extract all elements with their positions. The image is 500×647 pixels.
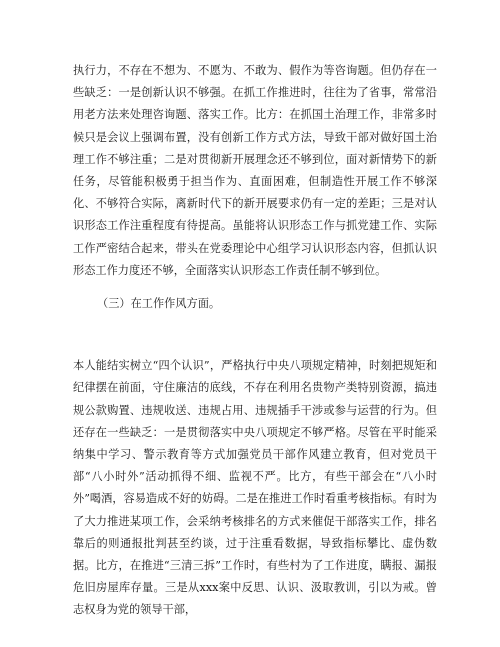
body-paragraph-2: 本人能结实树立“四个认识”，严格执行中央八项规定精神，时刻把规矩和纪律摆在前面，守住廉洁的底线，不存在利用名贵物产类特别资源，搞违规公款购置、违规收送、违规占用、违规插手干涉或参与运营的行为。但还存在一些缺乏：一是贯彻落实中央八项规定不够严格。尽管在平时能采纳集中学习、警示教育等方式加强党员干部作风建立教育，但对党员干部“八小时外”活动抓得不细、监视不严。比方，有些干部会在“八小时外”喝酒，容易造成不好的妨碍。二是在推进工作时看重考核指标。有时为了大力推进某项工作，会采纳考核排名的方式来催促干部落实工作，排名靠后的则通报批判甚至约谈，过于注重看数据，导致指标攀比、虚伪数据。比方，在推进“三清三拆”工作时，有些村为了工作进度，瞒报、漏报危旧房屋库存量。三是从xxx案中反思、认识、汲取教训，引以为戒。曾志权身为党的领导干部， xyxy=(73,359,437,617)
section-heading: （三）在工作作风方面。 xyxy=(97,297,221,311)
body-paragraph-1: 执行力，不存在不想为、不愿为、不敢为、假作为等咨询题。但仍存在一些缺乏：一是创新认识不够强。在抓工作推进时，往往为了省事，常常沿用老方法来处理咨询题、落实工作。比方：在抓国土治理工作，非常多时候只是会议上强调布置，没有创新工作方式方法，导致干部对做好国土治理工作不够注重；二是对贯彻新开展理念还不够到位，面对新情势下的新任务，尽管能积极勇于担当作为、直面困难，但制造性开展工作不够深化、不够符合实际，离新时代下的新开展要求仍有一定的差距；三是对认识形态工作注重程度有待提高。虽能将认识形态工作与抓党建工作、实际工作严密结合起来，带头在党委理论中心组学习认识形态内容，但抓认识形态工作力度还不够，全面落实认识形态工作责任制不够到位。 xyxy=(73,64,437,277)
